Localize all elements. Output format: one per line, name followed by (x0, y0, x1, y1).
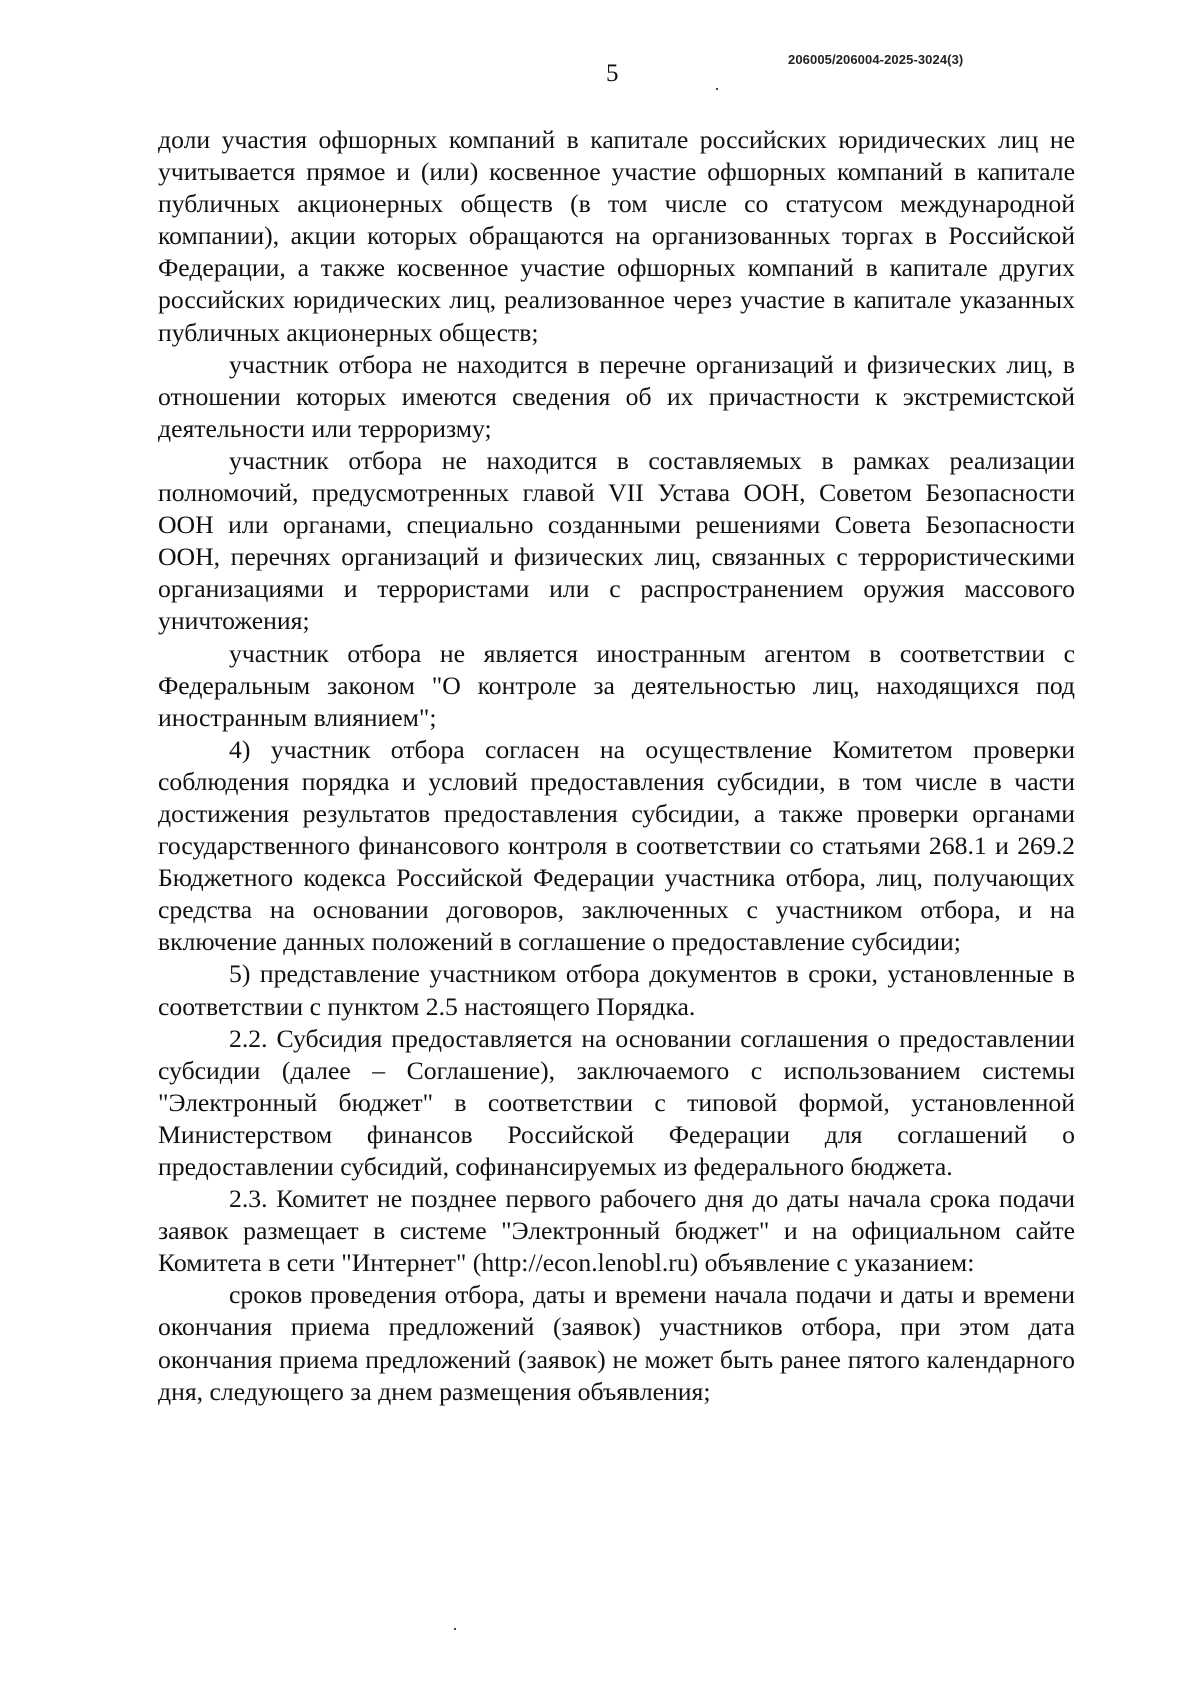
paragraph-item-5: 5) представление участником отбора документов в сроки, установленные в соответствии с пунктом 2.5 настоящего Порядка. (158, 959, 1075, 1021)
paragraph-offshore-participation: доли участия офшорных компаний в капитале российских юридических лиц не учитывается прямое и (или) косвенное участие офшорных компаний в капитале публичных акционерных обществ (в том числе со статусом международной компании), акции которых обращаются на организованных торгах в Российской Федерации, а также косвенное участие офшорных компаний в капитале других российских юридических лиц, реализованное через участие в капитале указанных публичных акционерных обществ; (158, 125, 1075, 347)
paragraph-item-4: 4) участник отбора согласен на осуществление Комитетом проверки соблюдения порядка и условий предоставления субсидии, в том числе в части достижения результатов предоставления субсидии, а также проверки органами государственного финансового контроля в соответствии со статьями 268.1 и 269.2 Бюджетного кодекса Российской Федерации участника отбора, лиц, получающих средства на основании договоров, заключенных с участником отбора, и на включение данных положений в соглашение о предоставление субсидии; (158, 734, 1075, 957)
paragraph-section-2-2: 2.2. Субсидия предоставляется на основании соглашения о предоставлении субсидии (далее – Соглашение), заключаемого с использованием системы "Электронный бюджет" в соответствии с типовой формой, установленной Министерством финансов Российской Федерации для соглашений о предоставлении субсидий, софинансируемых из федерального бюджета. (158, 1023, 1075, 1181)
document-id: 206005/206004-2025-3024(3) (788, 52, 964, 67)
paragraph-un-sanctions-list: участник отбора не находится в составляемых в рамках реализации полномочий, предусмотренных главой VII Устава ООН, Советом Безопасности ООН или органами, специально созданными решениями Совета Безопасности ООН, перечнях организаций и физических лиц, связанных с террористическими организациями и террористами или с распространением оружия массового уничтожения; (158, 445, 1075, 636)
paragraph-section-2-3: 2.3. Комитет не позднее первого рабочего дня до даты начала срока подачи заявок размещает в системе "Электронный бюджет" и на официальном сайте Комитета в сети "Интернет" (http://econ.lenobl.ru) объявление с указанием: (158, 1184, 1075, 1278)
scan-speck (716, 88, 718, 90)
scan-speck (454, 1628, 456, 1630)
page-number: 5 (606, 60, 619, 87)
paragraph-foreign-agent: участник отбора не является иностранным агентом в соответствии с Федеральным законом "О контроле за деятельностью лиц, находящихся под иностранным влиянием"; (158, 638, 1075, 732)
paragraph-selection-deadlines: сроков проведения отбора, даты и времени начала подачи и даты и времени окончания приема предложений (заявок) участников отбора, при этом дата окончания приема предложений (заявок) не может быть ранее пятого календарного дня, следующего за днем размещения объявления; (158, 1280, 1075, 1406)
document-body (158, 124, 1075, 1408)
paragraph-extremism-list: участник отбора не находится в перечне организаций и физических лиц, в отношении которых имеются сведения об их причастности к экстремистской деятельности или терроризму; (158, 349, 1075, 443)
